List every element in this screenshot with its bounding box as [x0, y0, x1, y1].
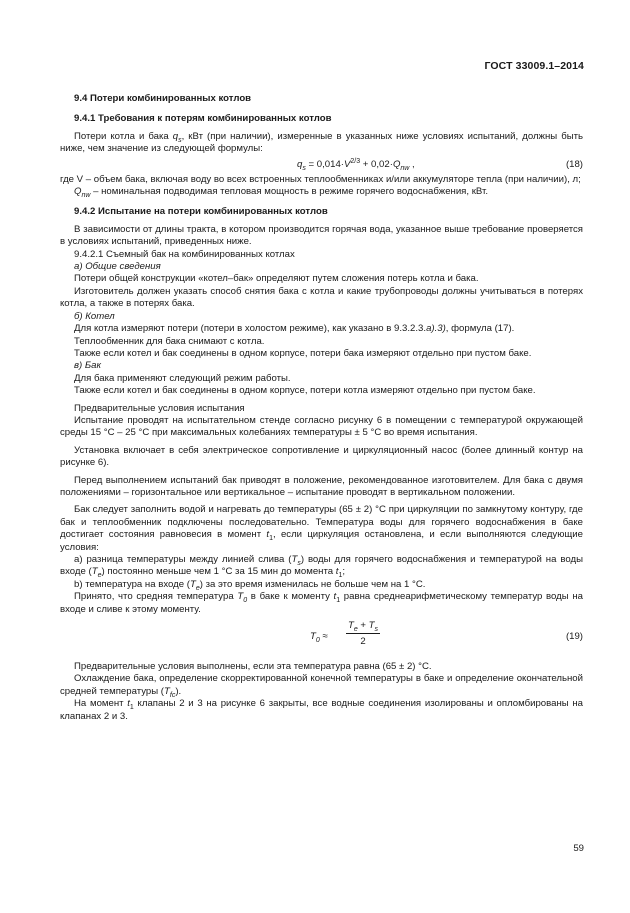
paragraph-volume-definition: где V – объем бака, включая воду во всех встроенных теплообменниках и/или аккумуляторе тепла (при наличии), л; [60, 173, 581, 185]
list-item-a-general: а) Общие сведения [74, 261, 161, 273]
formula-19: $T_0$ ≈ $\frac{T_e + T_s}{2}$ (19) [310, 620, 583, 648]
paragraph-tank-mode: Для бака применяют следующий режим работы. [74, 372, 291, 384]
list-item-c-tank: в) Бак [74, 360, 101, 372]
formula-18: $q_s = 0,014\cdot V^{2/3} + 0,02\cdot Q_{nw}$ , (18) [297, 157, 583, 172]
paragraph-9-4-2-1: 9.4.2.1 Съемный бак на комбинированных котлах [74, 248, 295, 260]
formula-18-number: (18) [565, 158, 583, 170]
section-title: 9.4 Потери комбинированных котлов [74, 93, 252, 104]
list-item-b-boiler: б) Котел [74, 310, 115, 322]
paragraph-qnw-definition: $Q_{nw}$ – номинальная подводимая тепловая мощность в режиме горячего водоснабжения, кВт. [74, 186, 488, 199]
paragraph-losses-requirement: Потери котла и бака $q_s$, кВт (при наличии), измеренные в указанных ниже условиях испытаний, должны быть ниже, чем значение из следующей формулы: [60, 130, 583, 155]
paragraph-same-housing-boiler: Также если котел и бак соединены в одном корпусе, потери котла измеряют отдельно при пустом баке. [74, 385, 536, 397]
paragraph-heat-exchanger: Теплообменник для бака снимают с котла. [74, 335, 265, 347]
paragraph-preconditions-met: Предварительные условия выполнены, если эта температура равна (65 ± 2) °С. [74, 661, 432, 673]
paragraph-conditions-intro: В зависимости от длины тракта, в котором производится горячая вода, указанное выше требование проверяется в условиях испытаний, приведенных ниже. [60, 223, 583, 248]
subsection-9-4-2-title: 9.4.2 Испытание на потери комбинированных котлов [74, 206, 328, 218]
document-id-header: ГОСТ 33009.1–2014 [484, 60, 584, 72]
paragraph-tank-cooling: Охлаждение бака, определение скорректированной конечной температуры в баке и определение окончательной средней температуры $(T_{fc})$. [60, 673, 583, 699]
paragraph-tank-position: Перед выполнением испытаний бак приводят в положение, рекомендованное изготовителем. Для бака с двумя положениями – горизонтальное или вертикальное – испытание проводят в вертикальном положении. [60, 474, 583, 498]
page-number: 59 [573, 843, 584, 854]
paragraph-manufacturer-spec: Изготовитель должен указать способ снятия бака с котла и какие трубопроводы должны учитываться в потерях котла, а также в потерях бака. [60, 285, 583, 310]
list-item-b-inlet-temperature: b) температура на входе $(T_e)$ за это время изменилась не больше чем на 1 °С. [74, 578, 426, 592]
paragraph-mean-temperature: Принято, что средняя температура $T_0$ в баке к моменту $t_1$ равна среднеарифметическому температур воды на входе и сливе к этому моменту. [60, 591, 583, 615]
list-item-a-temperature-diff: а) разница температуры между линией слива $(T_s)$ воды для горячего водоснабжения и температурой на воды входе $(T_e)$ постоянно меньше чем 1 °С за 15 мин до момента $t_1$; [60, 554, 583, 580]
paragraph-valves-closed: На момент $t_1$ клапаны 2 и 3 на рисунке 6 закрыты, все водные соединения изолированы и опломбированы на клапанах 2 и 3. [60, 698, 583, 722]
paragraph-installation: Установка включает в себя электрическое сопротивление и циркуляционный насос (более длинный контур на рисунке 6). [60, 444, 583, 469]
paragraph-boiler-losses: Для котла измеряют потери (потери в холостом режиме), как указано в 9.3.2.3.а).3), формула (17). [74, 323, 515, 335]
paragraph-same-housing-tank: Также если котел и бак соединены в одном корпусе, потери бака измеряют отдельно при пустом баке. [74, 347, 532, 359]
formula-19-number: (19) [565, 631, 583, 643]
paragraph-fill-heat: Бак следует заполнить водой и нагревать до температуры (65 ± 2) °С при циркуляции по замкнутому контуру, где бак и теплообменник подключены последовательно. Температура воды для горячего водоснабжения в баке достигает состояния равновесия в момент $t_1$, если циркуляция остановлена, и если выполняются следующие условия: [60, 504, 583, 553]
paragraph-preconditions-heading: Предварительные условия испытания [74, 402, 245, 414]
paragraph-boiler-tank-losses: Потери общей конструкции «котел–бак» определяют путем сложения потерь котла и бака. [74, 273, 479, 285]
page-content [60, 93, 583, 723]
paragraph-test-stand: Испытание проводят на испытательном стенде согласно рисунку 6 в помещении с температурой окружающей среды 15 °С – 25 °С при максимальных колебаниях температуры ± 5 °С во время испытания. [60, 414, 583, 439]
subsection-9-4-1-title: 9.4.1 Требования к потерям комбинированных котлов [74, 113, 332, 125]
formula-19-fraction: $\frac{T_e + T_s}{2}$ [347, 620, 379, 648]
